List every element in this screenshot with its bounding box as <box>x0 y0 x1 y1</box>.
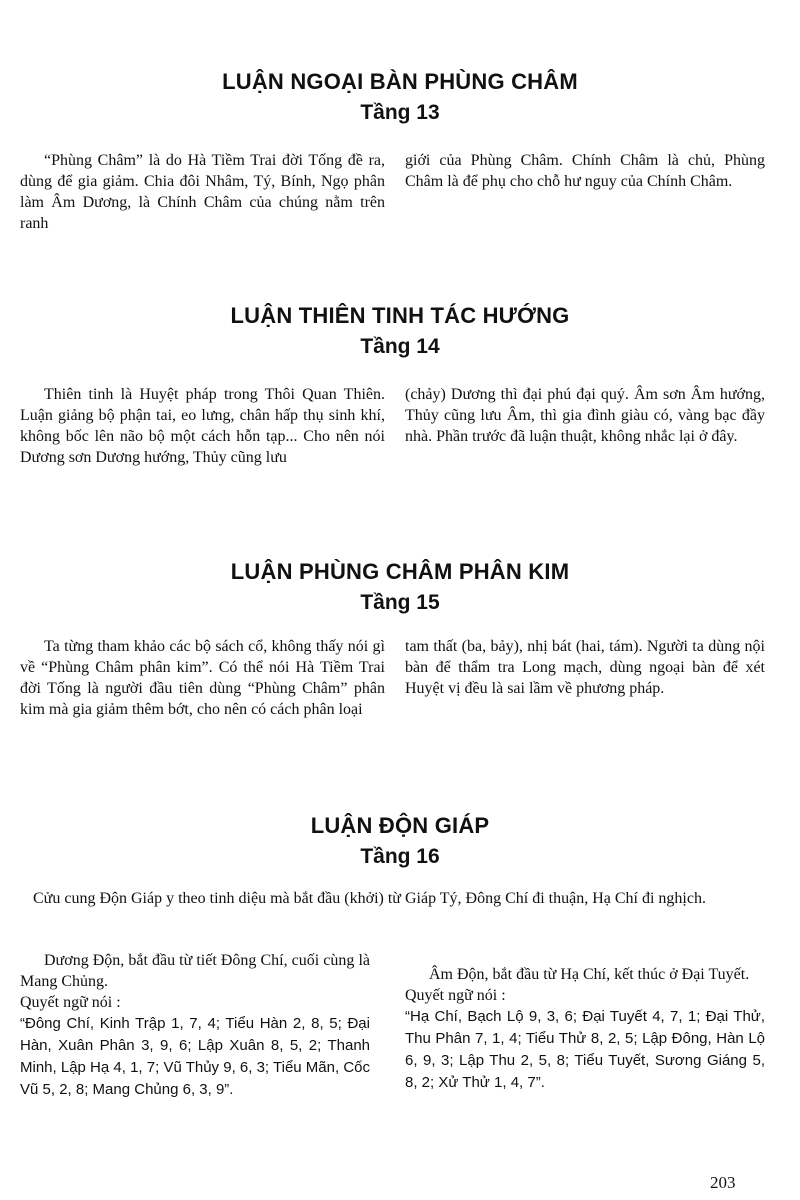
paragraph: Âm Độn, bắt đầu từ Hạ Chí, kết thúc ở Đại Tuyết. <box>429 966 750 983</box>
section-heading <box>0 812 800 870</box>
section-title: LUẬN PHÙNG CHÂM PHÂN KIM <box>230 559 570 584</box>
right-column <box>405 964 765 1094</box>
right-column <box>405 384 765 447</box>
section-title: LUẬN ĐỘN GIÁP <box>310 813 490 838</box>
section-tier: Tầng 15 <box>360 590 440 614</box>
paragraph: “Phùng Châm” là do Hà Tiềm Trai đời Tống đề ra, dùng để gia giảm. Chia đôi Nhâm, Tý, Bính, Ngọ phân làm Âm Dương, là Chính Châm của chúng nằm trên ranh <box>20 152 385 232</box>
paragraph: giới của Phùng Châm. Chính Châm là chủ, Phùng Châm là để phụ cho chỗ hư nguy của Chính Châm. <box>405 152 765 190</box>
left-column <box>20 950 370 1101</box>
right-column <box>405 150 765 192</box>
section-tang-15 <box>0 558 800 616</box>
section-title: LUẬN NGOẠI BÀN PHÙNG CHÂM <box>222 69 578 94</box>
right-column <box>405 636 765 699</box>
section-tang-14 <box>0 302 800 360</box>
verse-label: Quyết ngữ nói : <box>405 987 506 1004</box>
paragraph: Cửu cung Độn Giáp y theo tinh diệu mà bắt đầu (khởi) từ Giáp Tý, Đông Chí đi thuận, Hạ Chí đi nghịch. <box>33 890 706 907</box>
page-number: 203 <box>710 1173 736 1192</box>
section-title: LUẬN THIÊN TINH TÁC HƯỚNG <box>230 303 570 328</box>
section-tier: Tầng 14 <box>360 334 440 358</box>
left-column <box>20 384 385 468</box>
left-column <box>20 150 385 234</box>
paragraph: Ta từng tham khảo các bộ sách cổ, không thấy nói gì về “Phùng Châm phân kim”. Có thể nói Hà Tiềm Trai đời Tống là người đầu tiên dùng “Phùng Châm” phân kim mà gia giảm thêm bớt, cho nên có cách phân loại <box>20 638 385 718</box>
section-tier: Tầng 13 <box>360 100 440 124</box>
paragraph: tam thất (ba, bảy), nhị bát (hai, tám). Người ta dùng nội bàn để thẩm tra Long mạch, dùng ngoại bàn để xét Huyệt vị đều là sai lầm về phương pháp. <box>405 638 765 697</box>
section-tang-16 <box>0 812 800 870</box>
paragraph: Dương Độn, bắt đầu từ tiết Đông Chí, cuối cùng là Mang Chủng. <box>20 952 370 990</box>
verse-text: “Đông Chí, Kinh Trập 1, 7, 4; Tiểu Hàn 2, 8, 5; Đại Hàn, Xuân Phân 3, 9, 6; Lập Xuân 8, 5, 2; Thanh Minh, Lập Hạ 4, 1, 7; Vũ Thủy 9, 6, 3; Tiểu Mãn, Cốc Vũ 5, 2, 8; Mang Chủng 6, 3, 9”. <box>20 1015 370 1098</box>
section-16-intro <box>5 888 760 910</box>
verse-label: Quyết ngữ nói : <box>20 994 121 1011</box>
section-heading <box>0 302 800 360</box>
section-heading <box>0 68 800 126</box>
section-tang-13 <box>0 68 800 126</box>
section-heading <box>0 558 800 616</box>
paragraph: (chảy) Dương thì đại phú đại quý. Âm sơn Âm hướng, Thủy cũng lưu Âm, thì gia đình giàu có, vàng bạc đầy nhà. Phần trước đã luận thuật, không nhắc lại ở đây. <box>405 386 765 445</box>
left-column <box>20 636 385 720</box>
paragraph: Thiên tinh là Huyệt pháp trong Thôi Quan Thiên. Luận giảng bộ phận tai, eo lưng, chân hấp thụ sinh khí, không bốc lên não bộ một cách hỗn tạp... Cho nên nói Dương sơn Dương hướng, Thủy cũng lưu <box>20 386 385 466</box>
verse-text: “Hạ Chí, Bạch Lộ 9, 3, 6; Đại Tuyết 4, 7, 1; Đại Thử, Thu Phân 7, 1, 4; Tiểu Thử 8, 2, 5; Lập Đông, Hàn Lộ 6, 9, 3; Lập Thu 2, 5, 8; Tiểu Tuyết, Sương Giáng 5, 8, 2; Xử Thử 1, 4, 7”. <box>405 1008 765 1091</box>
section-tier: Tầng 16 <box>360 844 440 868</box>
